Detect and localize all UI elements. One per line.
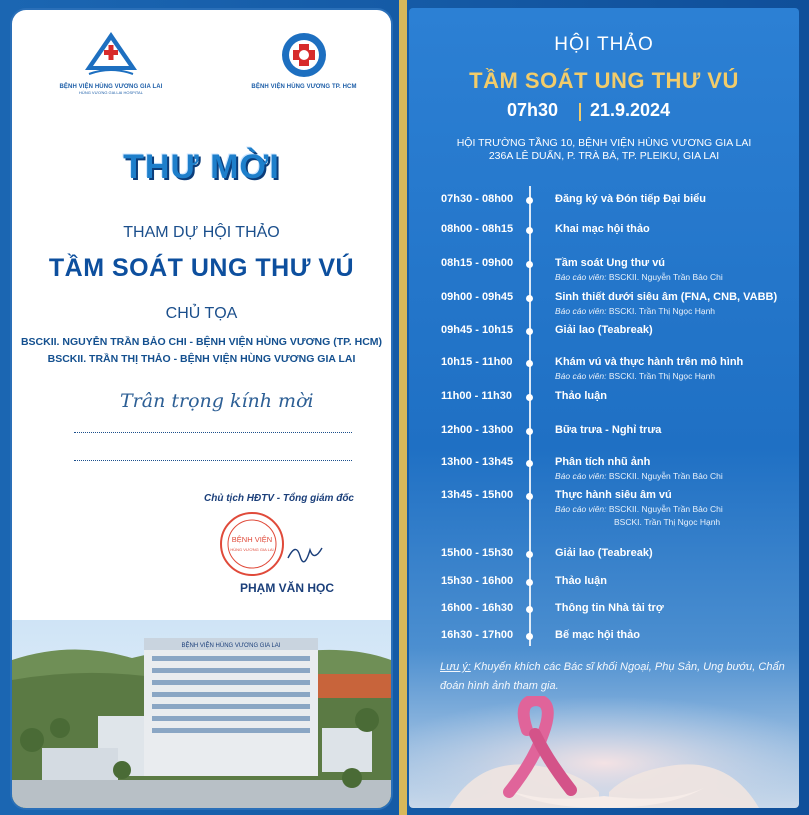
invitee-line-2	[74, 460, 352, 461]
schedule-title: Khám vú và thực hành trên mô hình	[555, 356, 744, 368]
timeline-dot-icon	[526, 493, 533, 500]
speaker-prefix: Báo cáo viên:	[555, 471, 607, 481]
note-body: Khuyến khích các Bác sĩ khối Ngoại, Phụ Sản, Ung bướu, Chẩn đoán hình ảnh tham gia.	[440, 661, 785, 692]
timeline-dot-icon	[526, 261, 533, 268]
time-date-separator	[579, 103, 581, 121]
hospital-cross-icon	[83, 30, 139, 80]
timeline-dot-icon	[526, 328, 533, 335]
schedule-title: Bữa trưa - Nghỉ trưa	[555, 424, 662, 436]
hospital-building-photo	[12, 620, 391, 808]
greeting-text: Trân trọng kính mời	[120, 390, 314, 412]
schedule-speaker	[555, 306, 795, 316]
signer-name: PHẠM VĂN HỌC	[240, 581, 335, 595]
timeline-dot-icon	[526, 394, 533, 401]
workshop-title: TẦM SOÁT UNG THƯ VÚ	[48, 254, 355, 282]
schedule-speaker	[555, 504, 795, 514]
stamp-text: BỆNH VIỆN	[231, 535, 273, 544]
schedule-title: Tầm soát Ung thư vú	[555, 257, 666, 269]
schedule-time: 12h00 - 13h00	[441, 424, 514, 436]
timeline-dot-icon	[526, 197, 533, 204]
schedule-title: Sinh thiết dưới siêu âm (FNA, CNB, VABB)	[555, 291, 778, 303]
venue-line-2: 236A LÊ DUẨN, P. TRÀ BÁ, TP. PLEIKU, GIA LAI	[488, 150, 720, 162]
event-date: 21.9.2024	[590, 100, 671, 120]
timeline-dot-icon	[526, 551, 533, 558]
timeline-dot-icon	[526, 633, 533, 640]
signature-icon	[286, 540, 326, 566]
schedule-title: Khai mạc hội thảo	[555, 223, 650, 235]
schedule-time: 13h00 - 13h45	[441, 456, 514, 468]
schedule-title: Giải lao (Teabreak)	[555, 324, 653, 336]
event-time: 07h30	[507, 100, 559, 120]
pink-ribbon-hands-image	[409, 696, 799, 808]
program-kicker: HỘI THẢO	[554, 34, 654, 55]
hospital-logo-hcm	[244, 30, 364, 90]
schedule-time: 15h00 - 15h30	[441, 547, 514, 559]
schedule-time: 16h30 - 17h00	[441, 629, 514, 641]
timeline-dot-icon	[526, 360, 533, 367]
schedule-title: Thông tin Nhà tài trợ	[555, 602, 664, 614]
schedule-time: 09h45 - 10h15	[441, 324, 514, 336]
schedule-speaker-2: BSCKI. Trần Thị Ngọc Hạnh	[614, 517, 721, 527]
logo-name-gialai: BỆNH VIỆN HÙNG VƯƠNG GIA LAI	[59, 84, 163, 90]
signer-title: Chủ tịch HĐTV - Tổng giám đốc	[204, 493, 354, 504]
chair-person-2: BSCKII. TRẦN THỊ THẢO - BỆNH VIỆN HÙNG VƯƠNG GIA LAI	[47, 353, 356, 365]
schedule-speaker	[555, 371, 795, 381]
schedule-time: 08h15 - 09h00	[441, 257, 514, 269]
speaker-name: BSCKII. Nguyễn Trần Bảo Chi	[608, 272, 723, 282]
schedule-speaker	[555, 272, 795, 282]
speaker-name: BSCKI. Trần Thị Ngọc Hạnh	[608, 306, 716, 316]
timeline-dot-icon	[526, 606, 533, 613]
schedule-time: 13h45 - 15h00	[441, 489, 514, 501]
attend-line: THAM DỰ HỘI THẢO	[123, 224, 280, 241]
chair-person-1: BSCKII. NGUYỄN TRẦN BẢO CHI - BỆNH VIỆN HÙNG VƯƠNG (TP. HCM)	[20, 336, 383, 348]
invitation-title: THƯ MỜI	[123, 148, 280, 186]
note-text	[440, 658, 790, 696]
schedule-title: Thực hành siêu âm vú	[555, 489, 672, 501]
speaker-prefix: Báo cáo viên:	[555, 504, 607, 514]
schedule-speaker	[555, 471, 795, 481]
schedule-time: 08h00 - 08h15	[441, 223, 514, 235]
timeline-dot-icon	[526, 227, 533, 234]
speaker-name: BSCKII. Nguyễn Trần Bảo Chi	[608, 504, 723, 514]
note-label: Lưu ý:	[440, 661, 471, 673]
logo-sub-gialai: HÙNG VƯƠNG GIA LAI HOSPITAL	[79, 90, 143, 95]
schedule-title: Thảo luận	[555, 575, 607, 587]
timeline-dot-icon	[526, 579, 533, 586]
program-panel	[409, 8, 799, 808]
speaker-name: BSCKI. Trần Thị Ngọc Hạnh	[608, 371, 716, 381]
photo-building-sign: BỆNH VIỆN HÙNG VƯƠNG GIA LAI	[181, 643, 281, 649]
speaker-prefix: Báo cáo viên:	[555, 272, 607, 282]
speaker-prefix: Báo cáo viên:	[555, 371, 607, 381]
schedule-time: 07h30 - 08h00	[441, 193, 514, 205]
schedule-time: 16h00 - 16h30	[441, 602, 514, 614]
invitation-panel	[12, 10, 391, 808]
stamp-sub: HÙNG VƯƠNG GIA LAI	[230, 547, 274, 552]
program-title: TẦM SOÁT UNG THƯ VÚ	[469, 68, 739, 93]
schedule-title: Giải lao (Teabreak)	[555, 547, 653, 559]
timeline-dot-icon	[526, 460, 533, 467]
schedule-time: 15h30 - 16h00	[441, 575, 514, 587]
timeline-line	[529, 186, 531, 646]
schedule-time: 10h15 - 11h00	[441, 356, 513, 368]
chair-label: CHỦ TỌA	[165, 305, 238, 322]
hospital-emblem-icon	[279, 30, 329, 80]
schedule-title: Đăng ký và Đón tiếp Đại biểu	[555, 193, 706, 205]
invitee-line-1	[74, 432, 352, 433]
gold-divider	[399, 0, 407, 815]
venue-line-1: HỘI TRƯỜNG TẦNG 10, BỆNH VIỆN HÙNG VƯƠNG GIA LAI	[456, 137, 752, 149]
schedule-title: Thảo luận	[555, 390, 607, 402]
schedule-time: 09h00 - 09h45	[441, 291, 514, 303]
schedule-time: 11h00 - 11h30	[441, 390, 512, 402]
speaker-name: BSCKII. Nguyễn Trần Bảo Chi	[608, 471, 723, 481]
logo-name-hcm: BỆNH VIỆN HÙNG VƯƠNG TP. HCM	[251, 84, 357, 90]
timeline-dot-icon	[526, 428, 533, 435]
speaker-prefix: Báo cáo viên:	[555, 306, 607, 316]
hospital-logo-gialai	[56, 30, 166, 95]
schedule-title: Phân tích nhũ ảnh	[555, 456, 651, 468]
timeline-dot-icon	[526, 295, 533, 302]
schedule-title: Bế mạc hội thảo	[555, 629, 640, 641]
